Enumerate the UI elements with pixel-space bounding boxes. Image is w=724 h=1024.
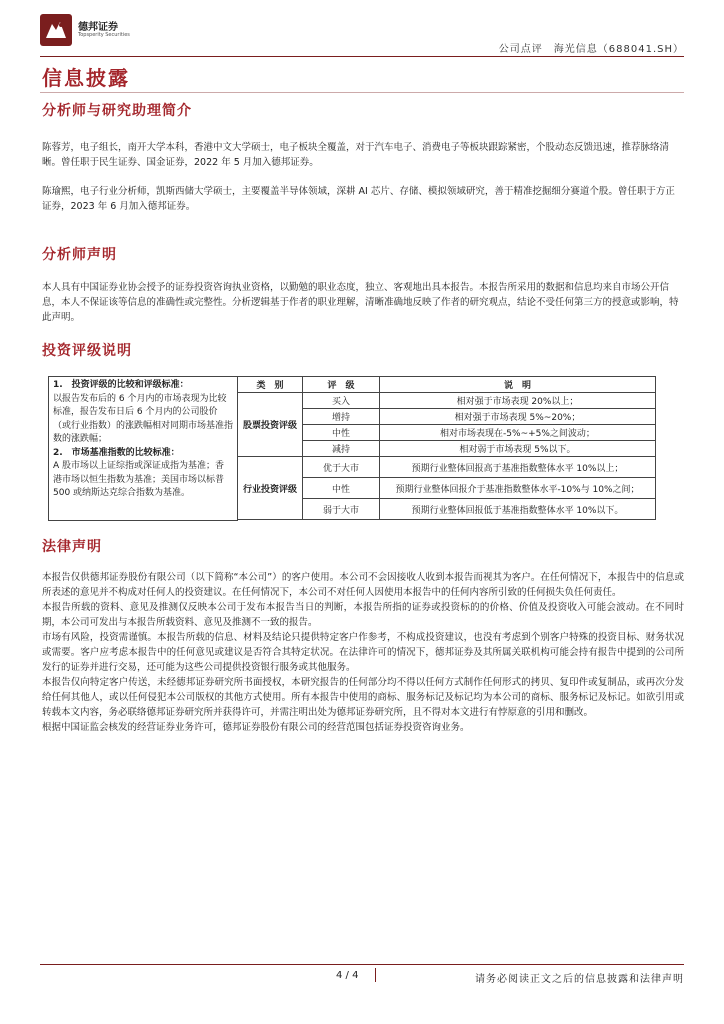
legal-paragraph: 本报告仅供德邦证券股份有限公司（以下简称“本公司”）的客户使用。本公司不会因接收人收到本报告而视其为客户。在任何情况下，本报告中的信息或所表述的意见并不构成对任何人的投资建议。在任何情况下，本公司不对任何人因使用本报告中的任何内容所引致的任何损失负任何责任。 bbox=[42, 572, 684, 598]
industry-rating-category: 行业投资评级 bbox=[238, 457, 303, 520]
rating-criteria-cell bbox=[49, 377, 238, 521]
rating-table bbox=[48, 376, 656, 521]
footer-divider bbox=[40, 964, 684, 965]
legal-paragraph: 根据中国证监会核发的经营证券业务许可，德邦证券股份有限公司的经营范围包括证券投资咨询业务。 bbox=[42, 722, 470, 733]
page-header bbox=[40, 14, 684, 58]
company-logo-icon bbox=[40, 14, 72, 46]
criteria-heading-1: 1. 投资评级的比较和评级标准： bbox=[53, 380, 189, 390]
rating-heading: 投资评级说明 bbox=[42, 343, 132, 359]
table-row-level: 增持 bbox=[303, 409, 380, 425]
analyst-intro-p1: 陈蓉芳，电子组长，南开大学本科，香港中文大学硕士，电子板块全覆盖，对于汽车电子、消费电子等板块跟踪紧密，个股动态反馈迅速，推荐脉络清晰。曾任职于民生证券、国金证券，2022 年 5 月加入德邦证券。 bbox=[42, 142, 670, 168]
criteria-text-1: 以报告发布后的 6 个月内的市场表现为比较标准，报告发布日后 6 个月内的公司股价（或行业指数）的涨跌幅相对同期市场基准指数的涨跌幅； bbox=[53, 393, 234, 444]
page-title: 信息披露 bbox=[42, 66, 130, 90]
legal-paragraph: 本报告仅向特定客户传送，未经德邦证券研究所书面授权，本研究报告的任何部分均不得以任何方式制作任何形式的拷贝、复印件或复制品，或再次分发给任何其他人，或以任何侵犯本公司版权的其他方式使用。所有本报告中使用的商标、服务标记及标记均为本公司的商标、服务标记及标记。如欲引用或转载本文内容，务必联络德邦证券研究所并获得许可，并需注明出处为德邦证券研究所，且不得对本文进行有悖原意的引用和删改。 bbox=[42, 677, 684, 718]
legal-heading: 法律声明 bbox=[42, 539, 102, 555]
table-row-desc: 相对强于市场表现 20%以上； bbox=[380, 393, 656, 409]
table-row-desc: 相对弱于市场表现 5%以下。 bbox=[380, 441, 656, 457]
table-row-desc: 相对市场表现在-5%~+5%之间波动； bbox=[380, 425, 656, 441]
analyst-statement-heading: 分析师声明 bbox=[42, 247, 117, 263]
table-row-desc: 预期行业整体回报低于基准指数整体水平 10%以下。 bbox=[380, 499, 656, 520]
table-row-desc: 预期行业整体回报介于基准指数整体水平-10%与 10%之间； bbox=[380, 478, 656, 499]
table-row-desc: 预期行业整体回报高于基准指数整体水平 10%以上； bbox=[380, 457, 656, 478]
analyst-statement-text: 本人具有中国证券业协会授予的证券投资咨询执业资格，以勤勉的职业态度，独立、客观地出具本报告。本报告所采用的数据和信息均来自市场公开信息，本人不保证该等信息的准确性或完整性。分析逻辑基于作者的职业理解，清晰准确地反映了作者的研究观点，结论不受任何第三方的授意或影响，特此声明。 bbox=[42, 282, 679, 323]
criteria-heading-2: 2. 市场基准指数的比较标准： bbox=[53, 447, 180, 458]
table-row-level: 减持 bbox=[303, 441, 380, 457]
brand-name-en: Topsperity Securities bbox=[78, 32, 130, 38]
analyst-intro-heading: 分析师与研究助理简介 bbox=[42, 103, 192, 119]
footer-separator bbox=[375, 968, 376, 982]
legal-paragraph: 本报告所载的资料、意见及推测仅反映本公司于发布本报告当日的判断，本报告所指的证券或投资标的的价格、价值及投资收入可能会波动。在不同时期，本公司可发出与本报告所载资料、意见及推测不一致的报告。 bbox=[42, 602, 684, 628]
col-category-header: 类 别 bbox=[238, 377, 303, 393]
legal-paragraph: 市场有风险，投资需谨慎。本报告所载的信息、材料及结论只提供特定客户作参考，不构成投资建议，也没有考虑到个别客户特殊的投资目标、财务状况或需要。客户应考虑本报告中的任何意见或建议是否符合其特定状况。在法律许可的情况下，德邦证券及其所属关联机构可能会持有报告中提到的公司所发行的证券并进行交易，还可能为这些公司提供投资银行服务或其他服务。 bbox=[42, 632, 684, 673]
page-number: 4 / 4 bbox=[336, 970, 359, 981]
col-rating-header: 评 级 bbox=[303, 377, 380, 393]
stock-rating-category: 股票投资评级 bbox=[238, 393, 303, 457]
table-row-level: 弱于大市 bbox=[303, 499, 380, 520]
criteria-text-2: A 股市场以上证综指或深证成指为基准；香港市场以恒生指数为基准；美国市场以标普 500 或纳斯达克综合指数为基准。 bbox=[53, 461, 225, 498]
brand-name: 德邦证券 bbox=[78, 22, 118, 33]
report-type: 公司点评 海光信息（688041.SH） bbox=[498, 44, 684, 55]
table-row-desc: 相对强于市场表现 5%~20%； bbox=[380, 409, 656, 425]
table-row-level: 中性 bbox=[303, 478, 380, 499]
title-divider bbox=[40, 92, 684, 93]
footer-note: 请务必阅读正文之后的信息披露和法律声明 bbox=[475, 974, 684, 985]
table-row-level: 中性 bbox=[303, 425, 380, 441]
legal-text bbox=[42, 570, 684, 735]
header-divider bbox=[40, 56, 684, 57]
table-row-level: 优于大市 bbox=[303, 457, 380, 478]
analyst-intro-p2: 陈瑜熙，电子行业分析师，凯斯西储大学硕士，主要覆盖半导体领域，深耕 AI 芯片、存储、模拟领域研究，善于精准挖掘细分赛道个股。曾任职于方正证券，2023 年 6 月加入德邦证券。 bbox=[42, 186, 675, 212]
col-desc-header: 说 明 bbox=[380, 377, 656, 393]
table-row-level: 买入 bbox=[303, 393, 380, 409]
